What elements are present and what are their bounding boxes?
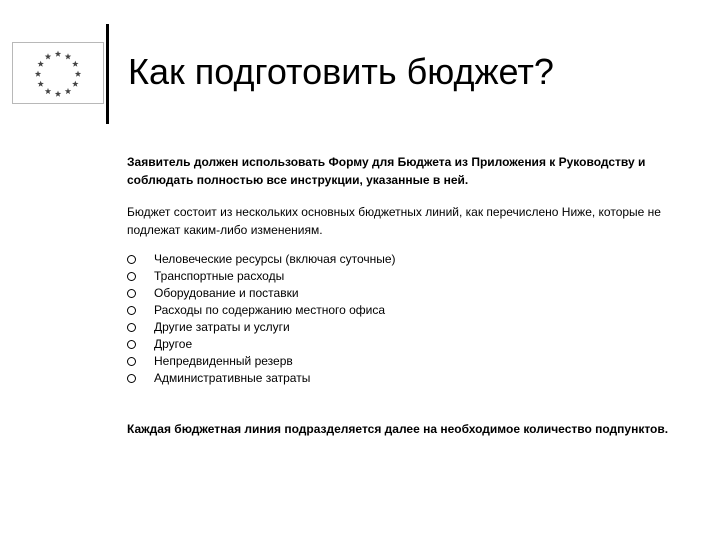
list-item-label: Человеческие ресурсы (включая суточные) <box>154 252 396 266</box>
list-item <box>127 336 396 353</box>
star-icon <box>45 53 51 59</box>
circle-bullet-icon <box>127 255 136 264</box>
list-item <box>127 353 396 370</box>
list-item-label: Транспортные расходы <box>154 269 285 283</box>
title-divider <box>106 24 109 124</box>
page-title: Как подготовить бюджет? <box>128 51 554 92</box>
list-item-label: Оборудование и поставки <box>154 286 299 300</box>
list-item <box>127 302 396 319</box>
eu-logo <box>12 42 104 104</box>
star-icon <box>75 71 81 77</box>
star-icon <box>55 51 61 57</box>
circle-bullet-icon <box>127 340 136 349</box>
list-item-label: Административные затраты <box>154 371 311 385</box>
star-icon <box>37 81 43 87</box>
closing-bold-paragraph: Каждая бюджетная линия подразделяется далее на необходимое количество подпунктов. <box>127 422 669 436</box>
list-item-label: Расходы по содержанию местного офиса <box>154 303 386 317</box>
list-item-label: Другое <box>154 337 193 351</box>
circle-bullet-icon <box>127 272 136 281</box>
list-item <box>127 370 396 387</box>
star-icon <box>37 61 43 67</box>
star-icon <box>65 53 71 59</box>
star-icon <box>72 61 78 67</box>
budget-lines-list <box>127 251 396 387</box>
circle-bullet-icon <box>127 289 136 298</box>
star-icon <box>45 88 51 94</box>
intro-paragraph: Бюджет состоит из нескольких основных бюджетных линий, как перечислено Ниже, которые не подлежат каким-либо изменениям. <box>127 205 661 237</box>
list-item <box>127 251 396 268</box>
star-icon <box>55 91 61 97</box>
circle-bullet-icon <box>127 374 136 383</box>
list-item <box>127 285 396 302</box>
list-item-label: Другие затраты и услуги <box>154 320 290 334</box>
list-item-label: Непредвиденный резерв <box>154 354 293 368</box>
circle-bullet-icon <box>127 323 136 332</box>
list-item <box>127 268 396 285</box>
star-icon <box>72 81 78 87</box>
eu-flag-stars-icon <box>13 43 103 103</box>
star-icon <box>65 88 71 94</box>
intro-bold-paragraph: Заявитель должен использовать Форму для Бюджета из Приложения к Руководству и соблюдать полностью все инструкции, указанные в ней. <box>127 155 646 187</box>
star-icon <box>35 71 41 77</box>
list-item <box>127 319 396 336</box>
circle-bullet-icon <box>127 357 136 366</box>
circle-bullet-icon <box>127 306 136 315</box>
